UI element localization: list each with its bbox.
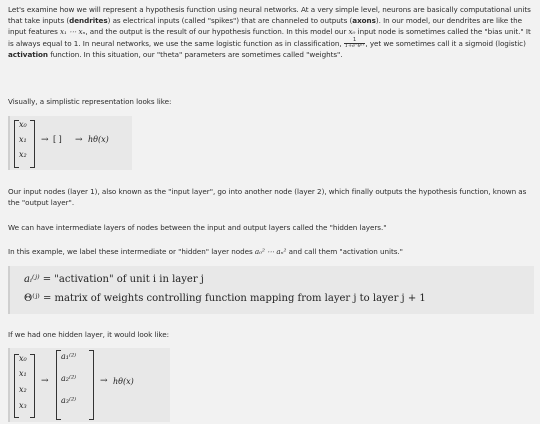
arrow-icon: → [100,376,108,386]
middle-node: [ ] [53,135,62,144]
input-x1: x₁ [19,369,27,378]
hypothesis-output: hθ(x) [88,135,109,144]
hidden-layer-network-diagram [8,348,170,422]
hidden-layers-paragraph: We can have intermediate layers of nodes between the input and output layers called the "hidden layers." [8,223,387,232]
intro-text-1: Let's examine how we will represent a hypothesis function using neural networks. At a very simple level, neurons are basically computational units that take inputs ( [8,5,531,26]
dendrites-term: dendrites [69,16,108,26]
intro-paragraph [8,4,532,60]
intro-text-4: , and the output is the result of our hypothesis function. In this model our [85,27,349,37]
activation-symbol: aᵢ⁽ʲ⁾ [24,274,40,285]
hidden-nodes-math: a₀² ⋯ aₙ² [254,247,287,256]
x0-math: x₀ [348,27,356,37]
definitions-box [8,266,534,314]
intro-text-5: input node is sometimes called the "bias unit." It is always equal to 1. In neural networks, we use the same logistic function as in classification, [8,27,531,48]
one-hidden-layer-text: If we had one hidden layer, it would look like: [8,330,169,339]
input-x0: x₀ [19,120,27,129]
hidden-a2: a₂⁽²⁾ [61,374,77,383]
input-features-math: x₁ ⋯ xₙ [60,27,86,37]
fraction-numerator: 1 [344,38,366,44]
intro-text-6: , yet we sometimes call it a sigmoid (logistic) [365,38,526,48]
input-x0: x₀ [19,354,27,363]
visually-text: Visually, a simplistic representation looks like: [8,97,172,106]
input-x2: x₂ [19,150,27,159]
intro-text-3: ). In our model, our dendrites are like the input features [8,16,522,37]
input-x3: x₃ [19,401,27,410]
input-x2: x₂ [19,385,27,394]
arrow-icon: → [41,376,49,386]
activation-description: = "activation" of unit i in layer j [42,274,204,285]
intro-text-7: function. In this situation, our "theta" parameters are sometimes called "weights". [48,50,343,60]
label-text-1: In this example, we label these intermediate or "hidden" layer nodes [8,247,255,256]
fraction-denominator: 1+e⁻θᵀˣ [344,43,365,50]
intro-text-2: ) as electrical inputs (called "spikes") that are channeled to outputs ( [107,16,353,26]
activation-units-paragraph [8,246,532,257]
hypothesis-output: hθ(x) [113,377,134,386]
right-bracket [89,350,94,420]
theta-symbol: Θ⁽ʲ⁾ [24,293,40,304]
input-layer-paragraph: Our input nodes (layer 1), also known as the "input layer", go into another node (layer 2), which finally outputs the hypothesis function, known as the "output layer". [8,187,527,208]
theta-definition [24,293,426,304]
label-text-2: and call them "activation units." [286,247,403,256]
activation-definition [24,274,204,285]
theta-description: = matrix of weights controlling function mapping from layer j to layer j + 1 [42,293,426,304]
sigmoid-fraction [344,38,366,49]
hidden-a3: a₃⁽²⁾ [61,396,77,405]
right-bracket [30,120,35,168]
simple-network-diagram [8,116,132,170]
arrow-icon: → [41,135,49,145]
arrow-icon: → [75,135,83,145]
hidden-a1: a₁⁽²⁾ [61,352,77,361]
input-x1: x₁ [19,135,27,144]
right-bracket [30,354,35,418]
axons-term: axons [352,16,376,26]
activation-term: activation [8,50,48,60]
